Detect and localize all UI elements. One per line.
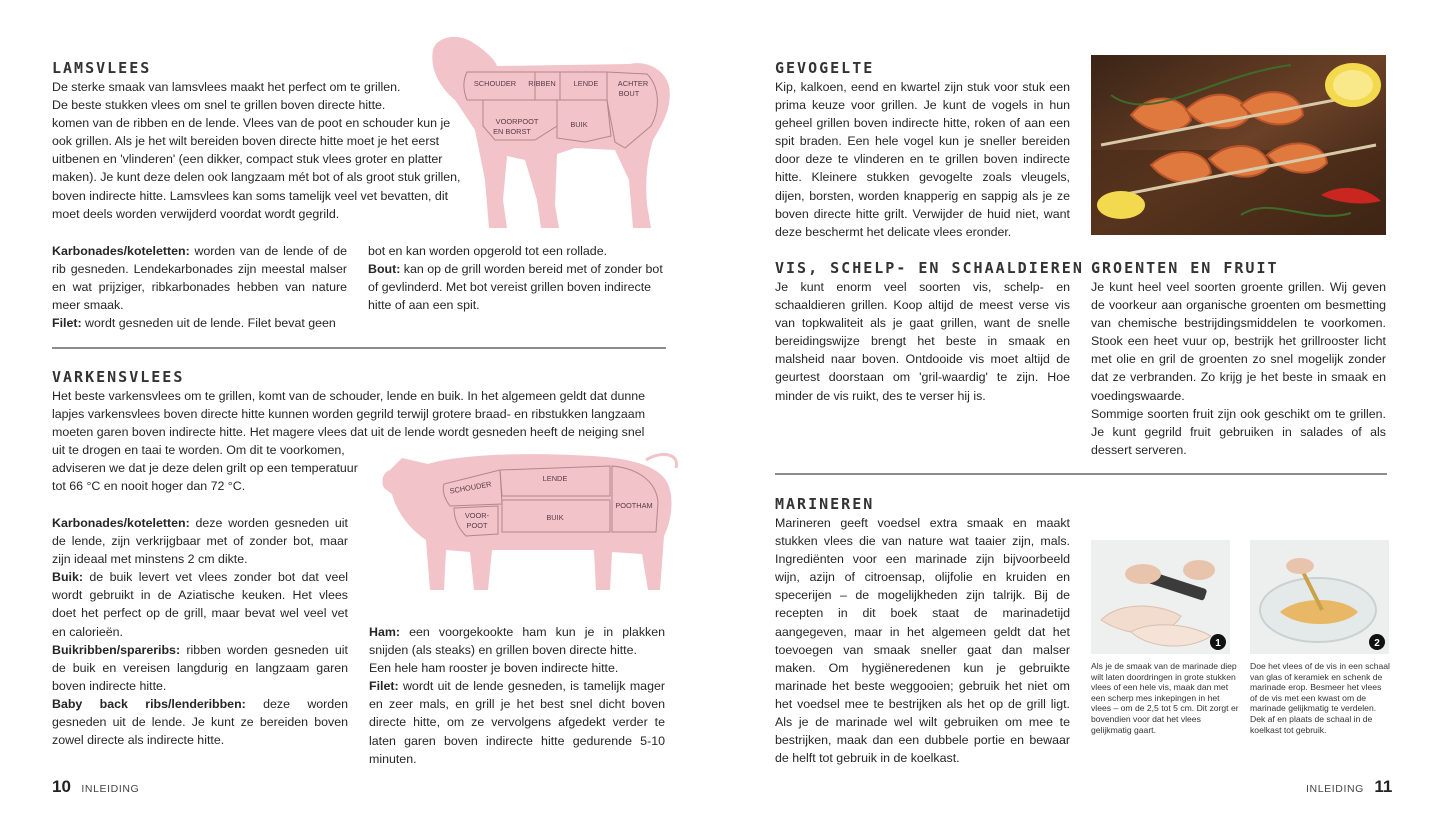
lamb-intro-line: De beste stukken vlees om snel te grillen boven directe hitte. bbox=[52, 98, 386, 113]
pork-intro-line: moeten garen boven indirecte hitte. Het magere vlees dat uit de lende wordt gesneden heeft de neiging snel bbox=[52, 425, 645, 440]
marinate-heading: MARINEREN bbox=[775, 495, 875, 513]
lamb-label-belly: BUIK bbox=[570, 120, 588, 129]
step2-photo bbox=[1250, 540, 1389, 654]
right-footer bbox=[1306, 777, 1392, 797]
pork-cut-belly: Buik: de buik levert vet vlees zonder bot dat veel wordt gebruikt in de Aziatische keuken. Het vlees doet het perfect op de grill, maar bevat wel veel vet en calorieën. bbox=[52, 570, 348, 639]
pork-intro-line: lapjes varkensvlees boven directe hitte kunnen worden gegrild terwijl grotere braad- en ribstukken langzaam bbox=[52, 407, 646, 422]
lamb-intro-line: boven indirecte hitte. Lamsvlees kan soms tamelijk veel vet bevatten, dit bbox=[52, 188, 449, 203]
fish-text: Je kunt enorm veel soorten vis, schelp- en schaaldieren grillen. Koop altijd de meest verse vis van topkwaliteit als je gaat grillen, want de snelle bereidingswijze brengt het beste in smaak en malsheid naar boven. Ontdooide vis moet altijd de geurtest doorstaan om 'gril-waardig' te zijn. Hoe minder de vis ruikt, des te verser hij is. bbox=[775, 280, 1070, 403]
veg-text bbox=[1091, 278, 1386, 459]
section-divider bbox=[775, 473, 1387, 475]
step2-number: 2 bbox=[1374, 638, 1380, 649]
veg-paragraph: Sommige soorten fruit zijn ook geschikt om te grillen. Je kunt gegrild fruit gebruiken in salades of als dessert serveren. bbox=[1091, 406, 1386, 457]
pork-intro bbox=[52, 387, 672, 496]
lamb-cut-leg: Bout: kan op de grill worden bereid met of zonder bot of gevlinderd. Met bot vereist grillen boven indirecte hitte of aan een spit. bbox=[368, 262, 663, 313]
pork-cut-spareribs: Buikribben/spareribs: ribben worden gesneden uit de buik en vereisen langdurig en langzaam garen boven indirecte hitte. bbox=[52, 642, 348, 693]
lamb-label-foreleg-1: VOORPOOT bbox=[495, 117, 539, 126]
lamb-intro-line: komen van de ribben en de lende. Vlees van de poot en schouder kun je bbox=[52, 116, 451, 131]
fish-heading: VIS, SCHELP- EN SCHAALDIEREN bbox=[775, 259, 1084, 277]
veg-paragraph: Je kunt heel veel soorten groente grillen. Wij geven de voorkeur aan organische groenten om besmetting van chemische bestrijdingsmiddelen te voorkomen. Stook een heet vuur op, bestrijk het grillrooster licht met olie en gril de groenten zo snel mogelijk zonder dat ze verbranden. Zo krijg je het beste in smaak en voedingswaarde. bbox=[1091, 280, 1386, 403]
pork-intro-line: Het beste varkensvlees om te grillen, komt van de schouder, lende en buik. In het algemeen geldt dat dunne bbox=[52, 389, 646, 403]
footer-label: INLEIDING bbox=[81, 783, 140, 795]
lamb-intro-line: De sterke smaak van lamsvlees maakt het perfect om te grillen. bbox=[52, 80, 401, 94]
marinate-text: Marineren geeft voedsel extra smaak en maakt stukken vlees die van nature wat taaier zijn, mals. Ingrediënten voor een marinade zijn bijvoorbeeld wijn, azijn of citroensap, olijfolie en kruiden en specerijen – de mogelijkheden zijn talrijk. Bij de recepten in dit boek staat de marinadetijd aangegeven, maar in het algemeen geldt dat het toevoegen van smaak sneller gaat dan malser maken. Om hygiëneredenen kun je gebruikte marinade het beste weggooien; gebruik het niet om het voedsel mee te bestrijken als het op de grill ligt. Als je de marinade wel wilt gebruiken om mee te bestrijken, maak dan een dubbele portie en bewaar de helft tot gebruik in de koelkast. bbox=[775, 516, 1070, 766]
left-footer bbox=[52, 777, 139, 797]
lamb-cuts-col1 bbox=[52, 242, 347, 332]
step1-number: 1 bbox=[1215, 638, 1221, 649]
lamb-cuts-col2 bbox=[368, 242, 666, 314]
pork-intro-line: uit te drogen en taai te worden. Om dit te voorkomen, bbox=[52, 443, 345, 458]
veg-heading: GROENTEN EN FRUIT bbox=[1091, 259, 1279, 277]
pork-cut-ham-whole: Een hele ham rooster je boven indirecte hitte. bbox=[369, 661, 619, 676]
lamb-intro-line: uitbenen en 'vlinderen' (een dikker, compact stuk vlees groter en platter bbox=[52, 152, 443, 167]
step1-photo bbox=[1091, 540, 1230, 654]
lamb-intro bbox=[52, 78, 472, 223]
lamb-intro-line: ook grillen. Als je het wilt bereiden boven directe hitte moet je het eerst bbox=[52, 134, 440, 149]
lamb-cut-filet-cont: bot en kan worden opgerold tot een rollade. bbox=[368, 244, 608, 258]
pork-label-foreleg-2: POOT bbox=[466, 521, 488, 530]
lamb-cut-chops: Karbonades/koteletten: worden van de lende of de rib gesneden. Lendekarbonades zijn meestal malser en wat prijziger, ribkarbonades hebben van nature meer smaak. bbox=[52, 244, 347, 313]
lamb-intro-line: maken). Je kunt deze delen ook langzaam mét bot of als groot stuk grillen, bbox=[52, 170, 461, 185]
lamb-intro-line: moet deels worden verwijderd voordat wordt gegrild. bbox=[52, 206, 340, 221]
pork-label-loin: LENDE bbox=[542, 474, 568, 483]
lamb-label-leg-2: BOUT bbox=[618, 89, 640, 98]
lamb-label-shoulder: SCHOUDER bbox=[473, 79, 517, 88]
pork-cuts-col1 bbox=[52, 514, 348, 749]
step2-caption: Doe het vlees of de vis in een schaal van glas of keramiek en schenk de marinade erop. Besmeer het vlees of de vis met een kwast om de marinade gelijkmatig te verdelen. Dek af en plaats de schaal in de koelkast tot gebruik. bbox=[1250, 661, 1390, 735]
pork-heading: VARKENSVLEES bbox=[52, 368, 185, 386]
pork-label-foreleg-1: VOOR- bbox=[464, 511, 490, 520]
pork-cut-babyback: Baby back ribs/lenderibben: deze worden gesneden uit de lende. Je kunt ze bereiden boven zowel directe als indirecte hitte. bbox=[52, 696, 348, 748]
pork-cut-ham: Ham: een voorgekookte ham kun je in plakken snijden (als steaks) en grillen boven directe hitte. bbox=[369, 625, 665, 658]
lamb-label-ribs: RIBBEN bbox=[528, 79, 556, 88]
lamb-cut-filet: Filet: wordt gesneden uit de lende. Filet bevat geen bbox=[52, 316, 336, 331]
lamb-heading: LAMSVLEES bbox=[52, 59, 152, 77]
page-number: 10 bbox=[52, 777, 71, 796]
pork-label-shoulder: SCHOUDER bbox=[448, 479, 493, 496]
footer-label: INLEIDING bbox=[1306, 783, 1364, 795]
lamb-label-loin: LENDE bbox=[573, 79, 599, 88]
pork-intro-line: tot 66 °C en nooit hoger dan 72 °C. bbox=[52, 479, 246, 494]
step1-caption: Als je de smaak van de marinade diep wilt laten doordringen in grote stukken vlees of een hele vis, maak dan met een scherp mes inkepingen in het vlees – om de 2,5 tot 5 cm. Dit zorgt er bovendien voor dat het vlees gelijkmatig gaart. bbox=[1091, 661, 1239, 735]
grilled-shrimp-photo bbox=[1091, 55, 1386, 235]
poultry-heading: GEVOGELTE bbox=[775, 59, 875, 77]
pork-cuts-col2 bbox=[369, 623, 665, 768]
section-divider bbox=[52, 347, 666, 349]
lamb-label-leg-1: ACHTER bbox=[617, 79, 649, 88]
lamb-label-foreleg-2: EN BORST bbox=[493, 127, 531, 136]
page-number: 11 bbox=[1374, 777, 1393, 796]
pork-label-belly: BUIK bbox=[546, 513, 564, 522]
poultry-text: Kip, kalkoen, eend en kwartel zijn stuk voor stuk een prima keuze voor grillen. Je kunt de vogels in hun geheel grillen boven indirecte hitte, roken of aan een spit braden. Een hele vogel kun je sneller bereiden door deze te vlinderen en te grillen boven indirecte hitte. Kleinere stukken gevogelte zoals vleugels, dijen, borsten, worden knapperig en sappig als je ze boven directe hitte grilt. Verwijder de huid niet, want deze beschermt het delicate vlees eronder. bbox=[775, 80, 1070, 239]
pork-cut-filet: Filet: wordt uit de lende gesneden, is tamelijk mager en zeer mals, en grill je het best snel dicht boven directe hitte, om ze vervolgens afgedekt verder te laten garen boven indirecte hitte gedurende 5-10 minuten. bbox=[369, 679, 665, 766]
pork-label-ham: POOTHAM bbox=[615, 501, 653, 510]
pork-intro-line: adviseren we dat je deze delen grilt op een temperatuur bbox=[52, 461, 358, 476]
pork-cut-chops: Karbonades/koteletten: deze worden gesneden uit de lende, zijn verkrijgbaar met of zonder bot, maar zijn ideaal met minstens 2 cm dikte. bbox=[52, 516, 348, 567]
